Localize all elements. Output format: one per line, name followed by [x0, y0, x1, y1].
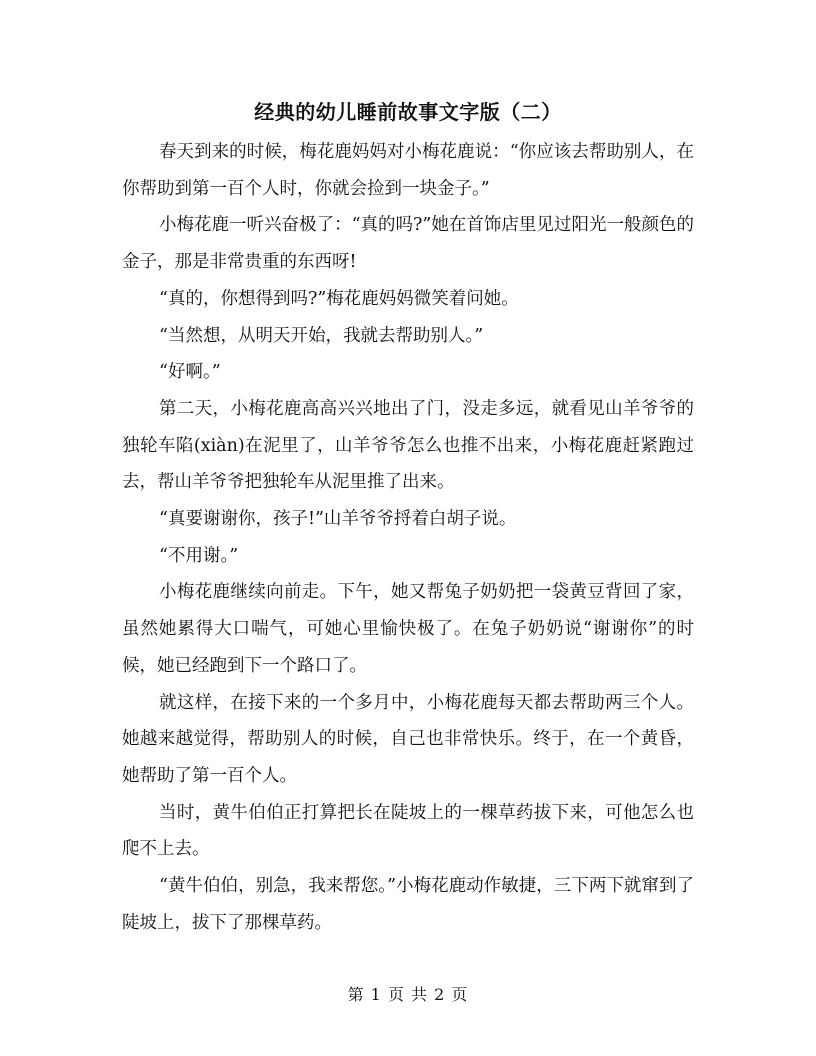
document-body: [122, 134, 694, 941]
paragraph-4: “当然想，从明天开始，我就去帮助别人。”: [159, 325, 484, 346]
paragraph-2: 小梅花鹿一听兴奋极了：“真的吗?”她在首饰店里见过阳光一般颜色的金子，那是非常贵重的东西呀!: [122, 215, 694, 273]
paragraph-7: “真要谢谢你，孩子!”山羊爷爷捋着白胡子说。: [159, 509, 517, 530]
paragraph-8: “不用谢。”: [159, 545, 239, 566]
paragraph-5: “好啊。”: [159, 362, 221, 383]
page-indicator: 第 1 页 共 2 页: [347, 985, 469, 1004]
paragraph-6: 第二天，小梅花鹿高高兴兴地出了门，没走多远，就看见山羊爷爷的独轮车陷(xiàn)在泥里了，山羊爷爷怎么也推不出来，小梅花鹿赶紧跑过去，帮山羊爷爷把独轮车从泥里推了出来。: [122, 398, 694, 493]
paragraph-11: 当时，黄牛伯伯正打算把长在陡坡上的一棵草药拔下来，可他怎么也爬不上去。: [122, 802, 694, 860]
paragraph-10: 就这样，在接下来的一个多月中，小梅花鹿每天都去帮助两三个人。她越来越觉得，帮助别人的时候，自己也非常快乐。终于，在一个黄昏，她帮助了第一百个人。: [122, 692, 694, 786]
document-title: 经典的幼儿睡前故事文字版（二）: [254, 100, 562, 124]
paragraph-3: “真的，你想得到吗?”梅花鹿妈妈微笑着问她。: [159, 288, 519, 309]
paragraph-12: “黄牛伯伯，别急，我来帮您。”小梅花鹿动作敏捷，三下两下就窜到了陡坡上，拔下了那棵草药。: [122, 876, 694, 933]
paragraph-9: 小梅花鹿继续向前走。下午，她又帮兔子奶奶把一袋黄豆背回了家，虽然她累得大口喘气，可她心里愉快极了。在兔子奶奶说“谢谢你”的时候，她已经跑到下一个路口了。: [122, 582, 694, 676]
paragraph-1: 春天到来的时候，梅花鹿妈妈对小梅花鹿说：“你应该去帮助别人，在你帮助到第一百个人时，你就会捡到一块金子。”: [122, 142, 694, 199]
